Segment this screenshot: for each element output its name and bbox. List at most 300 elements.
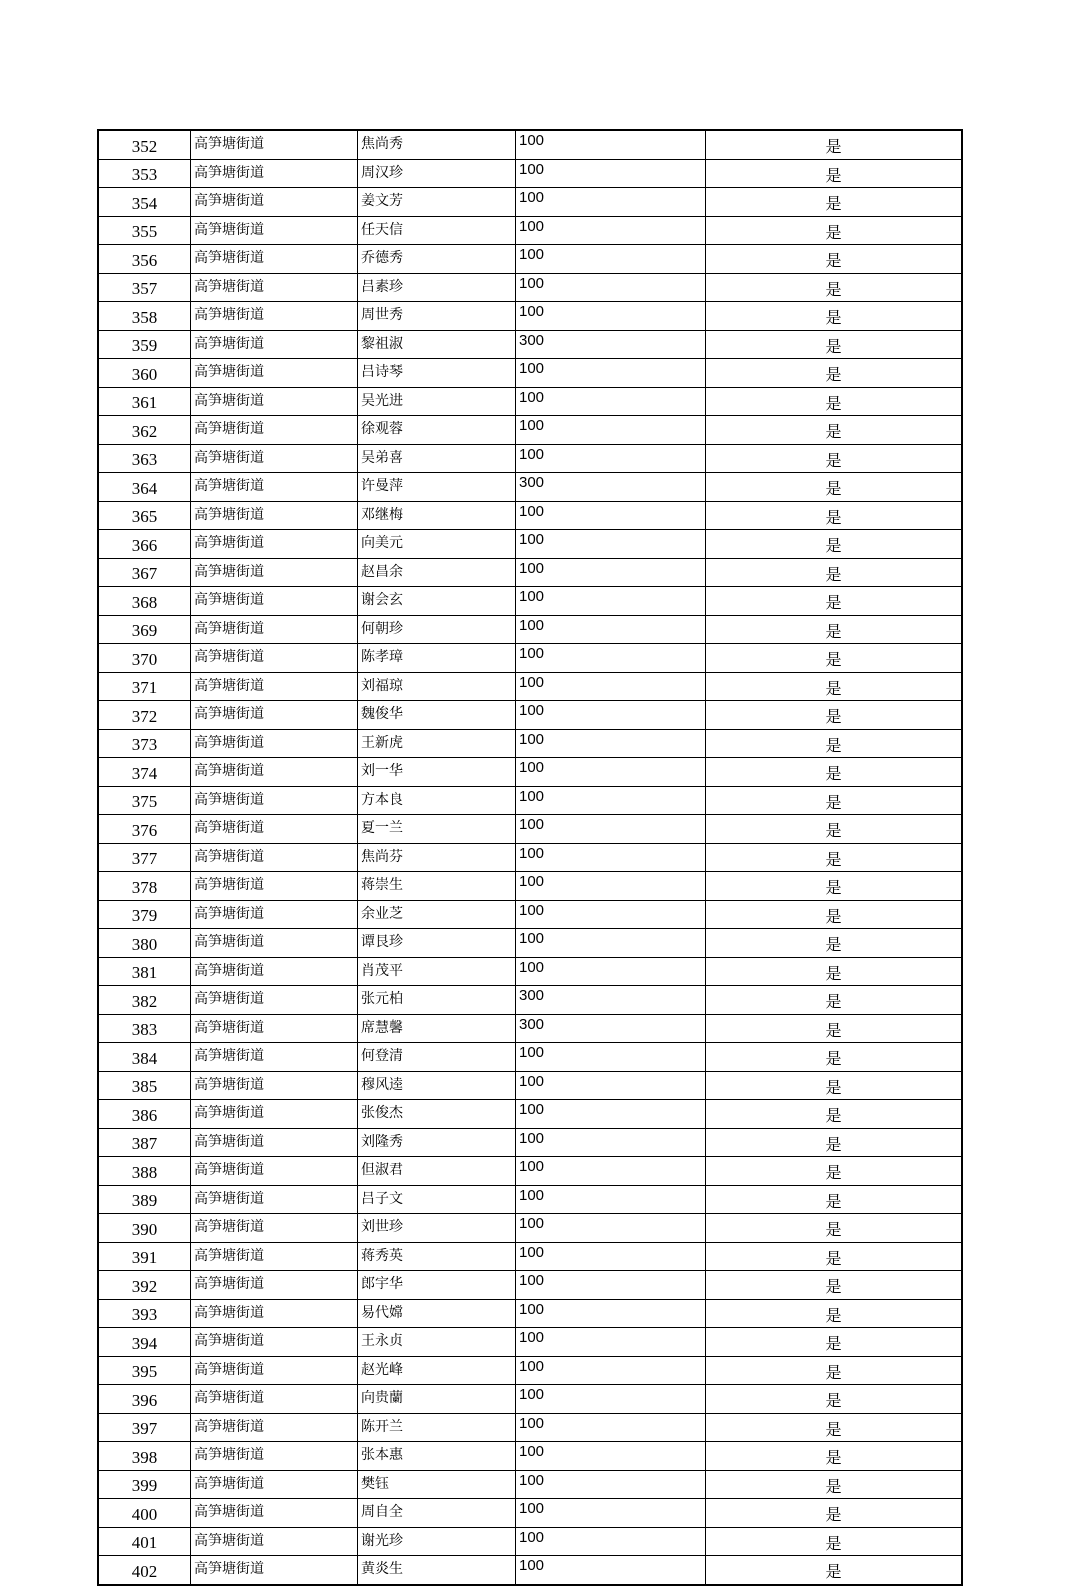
amount-cell: 100 (516, 843, 706, 872)
table-row (98, 786, 962, 815)
table-row (98, 1527, 962, 1556)
amount-cell: 100 (516, 929, 706, 958)
status-cell: 是 (706, 245, 963, 274)
amount-cell: 100 (516, 530, 706, 559)
table-row (98, 1014, 962, 1043)
street-cell: 高笋塘街道 (191, 1157, 358, 1186)
status-cell: 是 (706, 672, 963, 701)
street-cell: 高笋塘街道 (191, 1442, 358, 1471)
status-cell: 是 (706, 900, 963, 929)
name-cell: 王永贞 (358, 1328, 516, 1357)
status-cell: 是 (706, 558, 963, 587)
row-number-cell: 370 (98, 644, 191, 673)
name-cell: 张本惠 (358, 1442, 516, 1471)
row-number-cell: 356 (98, 245, 191, 274)
table-row (98, 444, 962, 473)
street-cell: 高笋塘街道 (191, 188, 358, 217)
status-cell: 是 (706, 1242, 963, 1271)
row-number-cell: 358 (98, 302, 191, 331)
row-number-cell: 386 (98, 1100, 191, 1129)
row-number-cell: 375 (98, 786, 191, 815)
amount-cell: 300 (516, 986, 706, 1015)
row-number-cell: 399 (98, 1470, 191, 1499)
amount-cell: 100 (516, 501, 706, 530)
status-cell: 是 (706, 1299, 963, 1328)
amount-cell: 100 (516, 900, 706, 929)
amount-cell: 100 (516, 672, 706, 701)
status-cell: 是 (706, 872, 963, 901)
street-cell: 高笋塘街道 (191, 416, 358, 445)
street-cell: 高笋塘街道 (191, 558, 358, 587)
table-row (98, 501, 962, 530)
name-cell: 周世秀 (358, 302, 516, 331)
status-cell: 是 (706, 929, 963, 958)
name-cell: 肖茂平 (358, 957, 516, 986)
table-row (98, 1499, 962, 1528)
status-cell: 是 (706, 843, 963, 872)
status-cell: 是 (706, 1043, 963, 1072)
amount-cell: 100 (516, 245, 706, 274)
street-cell: 高笋塘街道 (191, 729, 358, 758)
amount-cell: 100 (516, 1185, 706, 1214)
status-cell: 是 (706, 986, 963, 1015)
table-row (98, 1185, 962, 1214)
street-cell: 高笋塘街道 (191, 815, 358, 844)
row-number-cell: 385 (98, 1071, 191, 1100)
table-row (98, 330, 962, 359)
row-number-cell: 395 (98, 1356, 191, 1385)
row-number-cell: 398 (98, 1442, 191, 1471)
status-cell: 是 (706, 530, 963, 559)
table-body (98, 130, 962, 1585)
row-number-cell: 402 (98, 1556, 191, 1585)
data-table (97, 129, 963, 1586)
name-cell: 徐观蓉 (358, 416, 516, 445)
street-cell: 高笋塘街道 (191, 1356, 358, 1385)
name-cell: 穆风逵 (358, 1071, 516, 1100)
name-cell: 王新虎 (358, 729, 516, 758)
street-cell: 高笋塘街道 (191, 1527, 358, 1556)
name-cell: 吴弟喜 (358, 444, 516, 473)
name-cell: 周自全 (358, 1499, 516, 1528)
status-cell: 是 (706, 1470, 963, 1499)
name-cell: 樊钰 (358, 1470, 516, 1499)
table-row (98, 986, 962, 1015)
amount-cell: 100 (516, 1556, 706, 1585)
table-row (98, 473, 962, 502)
amount-cell: 100 (516, 1043, 706, 1072)
table-row (98, 1043, 962, 1072)
name-cell: 黄炎生 (358, 1556, 516, 1585)
row-number-cell: 360 (98, 359, 191, 388)
table-row (98, 701, 962, 730)
street-cell: 高笋塘街道 (191, 387, 358, 416)
amount-cell: 100 (516, 1157, 706, 1186)
amount-cell: 100 (516, 273, 706, 302)
street-cell: 高笋塘街道 (191, 900, 358, 929)
status-cell: 是 (706, 1527, 963, 1556)
street-cell: 高笋塘街道 (191, 986, 358, 1015)
status-cell: 是 (706, 1499, 963, 1528)
row-number-cell: 377 (98, 843, 191, 872)
street-cell: 高笋塘街道 (191, 130, 358, 159)
street-cell: 高笋塘街道 (191, 615, 358, 644)
name-cell: 向贵蘭 (358, 1385, 516, 1414)
amount-cell: 100 (516, 216, 706, 245)
row-number-cell: 352 (98, 130, 191, 159)
name-cell: 易代嫦 (358, 1299, 516, 1328)
table-row (98, 900, 962, 929)
table-row (98, 587, 962, 616)
name-cell: 许曼萍 (358, 473, 516, 502)
name-cell: 吕素珍 (358, 273, 516, 302)
status-cell: 是 (706, 273, 963, 302)
street-cell: 高笋塘街道 (191, 1128, 358, 1157)
table-row (98, 1299, 962, 1328)
table-row (98, 729, 962, 758)
street-cell: 高笋塘街道 (191, 758, 358, 787)
amount-cell: 300 (516, 473, 706, 502)
status-cell: 是 (706, 130, 963, 159)
row-number-cell: 388 (98, 1157, 191, 1186)
street-cell: 高笋塘街道 (191, 644, 358, 673)
name-cell: 刘隆秀 (358, 1128, 516, 1157)
status-cell: 是 (706, 188, 963, 217)
table-row (98, 644, 962, 673)
row-number-cell: 374 (98, 758, 191, 787)
street-cell: 高笋塘街道 (191, 957, 358, 986)
status-cell: 是 (706, 1442, 963, 1471)
amount-cell: 100 (516, 359, 706, 388)
table-row (98, 273, 962, 302)
row-number-cell: 368 (98, 587, 191, 616)
name-cell: 陈开兰 (358, 1413, 516, 1442)
table-row (98, 1442, 962, 1471)
amount-cell: 100 (516, 130, 706, 159)
amount-cell: 100 (516, 729, 706, 758)
name-cell: 何登清 (358, 1043, 516, 1072)
street-cell: 高笋塘街道 (191, 872, 358, 901)
street-cell: 高笋塘街道 (191, 359, 358, 388)
amount-cell: 100 (516, 587, 706, 616)
amount-cell: 100 (516, 444, 706, 473)
amount-cell: 100 (516, 188, 706, 217)
row-number-cell: 380 (98, 929, 191, 958)
name-cell: 向美元 (358, 530, 516, 559)
amount-cell: 100 (516, 701, 706, 730)
name-cell: 任天信 (358, 216, 516, 245)
status-cell: 是 (706, 1328, 963, 1357)
status-cell: 是 (706, 1071, 963, 1100)
street-cell: 高笋塘街道 (191, 1299, 358, 1328)
name-cell: 谢会玄 (358, 587, 516, 616)
name-cell: 焦尚芬 (358, 843, 516, 872)
status-cell: 是 (706, 1185, 963, 1214)
status-cell: 是 (706, 701, 963, 730)
row-number-cell: 389 (98, 1185, 191, 1214)
table-row (98, 1157, 962, 1186)
name-cell: 焦尚秀 (358, 130, 516, 159)
table-row (98, 957, 962, 986)
table-row (98, 387, 962, 416)
status-cell: 是 (706, 330, 963, 359)
amount-cell: 100 (516, 1385, 706, 1414)
table-row (98, 416, 962, 445)
row-number-cell: 355 (98, 216, 191, 245)
table-row (98, 929, 962, 958)
street-cell: 高笋塘街道 (191, 1556, 358, 1585)
table-row (98, 1328, 962, 1357)
street-cell: 高笋塘街道 (191, 1043, 358, 1072)
table-row (98, 1214, 962, 1243)
name-cell: 赵光峰 (358, 1356, 516, 1385)
name-cell: 陈孝璋 (358, 644, 516, 673)
row-number-cell: 401 (98, 1527, 191, 1556)
street-cell: 高笋塘街道 (191, 1413, 358, 1442)
row-number-cell: 393 (98, 1299, 191, 1328)
status-cell: 是 (706, 1157, 963, 1186)
row-number-cell: 383 (98, 1014, 191, 1043)
name-cell: 张元柏 (358, 986, 516, 1015)
amount-cell: 100 (516, 644, 706, 673)
street-cell: 高笋塘街道 (191, 1385, 358, 1414)
amount-cell: 100 (516, 1442, 706, 1471)
status-cell: 是 (706, 815, 963, 844)
amount-cell: 100 (516, 1071, 706, 1100)
table-row (98, 1271, 962, 1300)
status-cell: 是 (706, 615, 963, 644)
table-row (98, 302, 962, 331)
status-cell: 是 (706, 444, 963, 473)
name-cell: 周汉珍 (358, 159, 516, 188)
name-cell: 谭艮珍 (358, 929, 516, 958)
street-cell: 高笋塘街道 (191, 843, 358, 872)
table-row (98, 1071, 962, 1100)
amount-cell: 100 (516, 957, 706, 986)
name-cell: 蒋秀英 (358, 1242, 516, 1271)
row-number-cell: 387 (98, 1128, 191, 1157)
name-cell: 邓继梅 (358, 501, 516, 530)
table-row (98, 130, 962, 159)
street-cell: 高笋塘街道 (191, 786, 358, 815)
status-cell: 是 (706, 387, 963, 416)
table-row (98, 1556, 962, 1585)
amount-cell: 100 (516, 558, 706, 587)
name-cell: 何朝珍 (358, 615, 516, 644)
amount-cell: 100 (516, 1299, 706, 1328)
street-cell: 高笋塘街道 (191, 1214, 358, 1243)
name-cell: 吕诗琴 (358, 359, 516, 388)
amount-cell: 100 (516, 1470, 706, 1499)
street-cell: 高笋塘街道 (191, 444, 358, 473)
row-number-cell: 372 (98, 701, 191, 730)
name-cell: 张俊杰 (358, 1100, 516, 1129)
table-row (98, 1470, 962, 1499)
status-cell: 是 (706, 1271, 963, 1300)
street-cell: 高笋塘街道 (191, 1470, 358, 1499)
status-cell: 是 (706, 644, 963, 673)
row-number-cell: 357 (98, 273, 191, 302)
status-cell: 是 (706, 1413, 963, 1442)
name-cell: 赵昌余 (358, 558, 516, 587)
row-number-cell: 354 (98, 188, 191, 217)
street-cell: 高笋塘街道 (191, 1328, 358, 1357)
name-cell: 夏一兰 (358, 815, 516, 844)
name-cell: 吕子文 (358, 1185, 516, 1214)
name-cell: 郎宇华 (358, 1271, 516, 1300)
street-cell: 高笋塘街道 (191, 1071, 358, 1100)
row-number-cell: 366 (98, 530, 191, 559)
name-cell: 但淑君 (358, 1157, 516, 1186)
table-row (98, 1356, 962, 1385)
row-number-cell: 369 (98, 615, 191, 644)
name-cell: 方本良 (358, 786, 516, 815)
amount-cell: 100 (516, 1271, 706, 1300)
amount-cell: 100 (516, 1242, 706, 1271)
table-row (98, 188, 962, 217)
street-cell: 高笋塘街道 (191, 216, 358, 245)
row-number-cell: 371 (98, 672, 191, 701)
amount-cell: 100 (516, 1499, 706, 1528)
status-cell: 是 (706, 758, 963, 787)
street-cell: 高笋塘街道 (191, 501, 358, 530)
table-row (98, 1242, 962, 1271)
amount-cell: 100 (516, 387, 706, 416)
row-number-cell: 379 (98, 900, 191, 929)
status-cell: 是 (706, 1128, 963, 1157)
status-cell: 是 (706, 587, 963, 616)
street-cell: 高笋塘街道 (191, 1242, 358, 1271)
amount-cell: 100 (516, 786, 706, 815)
table-row (98, 843, 962, 872)
row-number-cell: 353 (98, 159, 191, 188)
name-cell: 蒋崇生 (358, 872, 516, 901)
name-cell: 席慧馨 (358, 1014, 516, 1043)
street-cell: 高笋塘街道 (191, 159, 358, 188)
name-cell: 谢光珍 (358, 1527, 516, 1556)
street-cell: 高笋塘街道 (191, 1499, 358, 1528)
name-cell: 黎祖淑 (358, 330, 516, 359)
name-cell: 刘福琼 (358, 672, 516, 701)
status-cell: 是 (706, 216, 963, 245)
status-cell: 是 (706, 1556, 963, 1585)
street-cell: 高笋塘街道 (191, 330, 358, 359)
name-cell: 吴光进 (358, 387, 516, 416)
name-cell: 刘世珍 (358, 1214, 516, 1243)
row-number-cell: 381 (98, 957, 191, 986)
amount-cell: 100 (516, 1100, 706, 1129)
amount-cell: 100 (516, 1527, 706, 1556)
table-row (98, 615, 962, 644)
status-cell: 是 (706, 159, 963, 188)
row-number-cell: 391 (98, 1242, 191, 1271)
status-cell: 是 (706, 416, 963, 445)
row-number-cell: 359 (98, 330, 191, 359)
street-cell: 高笋塘街道 (191, 473, 358, 502)
table-row (98, 216, 962, 245)
row-number-cell: 396 (98, 1385, 191, 1414)
amount-cell: 100 (516, 815, 706, 844)
name-cell: 魏俊华 (358, 701, 516, 730)
status-cell: 是 (706, 1100, 963, 1129)
table-row (98, 672, 962, 701)
street-cell: 高笋塘街道 (191, 530, 358, 559)
street-cell: 高笋塘街道 (191, 273, 358, 302)
row-number-cell: 361 (98, 387, 191, 416)
status-cell: 是 (706, 1385, 963, 1414)
amount-cell: 300 (516, 1014, 706, 1043)
name-cell: 刘一华 (358, 758, 516, 787)
table-row (98, 1413, 962, 1442)
street-cell: 高笋塘街道 (191, 1185, 358, 1214)
status-cell: 是 (706, 1214, 963, 1243)
amount-cell: 100 (516, 1328, 706, 1357)
name-cell: 余业芝 (358, 900, 516, 929)
status-cell: 是 (706, 957, 963, 986)
table-row (98, 872, 962, 901)
amount-cell: 100 (516, 1356, 706, 1385)
table-row (98, 815, 962, 844)
street-cell: 高笋塘街道 (191, 701, 358, 730)
status-cell: 是 (706, 501, 963, 530)
street-cell: 高笋塘街道 (191, 1271, 358, 1300)
name-cell: 乔德秀 (358, 245, 516, 274)
amount-cell: 100 (516, 416, 706, 445)
street-cell: 高笋塘街道 (191, 1014, 358, 1043)
row-number-cell: 362 (98, 416, 191, 445)
status-cell: 是 (706, 359, 963, 388)
street-cell: 高笋塘街道 (191, 672, 358, 701)
name-cell: 姜文芳 (358, 188, 516, 217)
status-cell: 是 (706, 786, 963, 815)
amount-cell: 300 (516, 330, 706, 359)
amount-cell: 100 (516, 1128, 706, 1157)
status-cell: 是 (706, 1356, 963, 1385)
status-cell: 是 (706, 1014, 963, 1043)
row-number-cell: 382 (98, 986, 191, 1015)
status-cell: 是 (706, 302, 963, 331)
table-row (98, 359, 962, 388)
table-row (98, 530, 962, 559)
table-row (98, 1128, 962, 1157)
amount-cell: 100 (516, 1413, 706, 1442)
amount-cell: 100 (516, 302, 706, 331)
row-number-cell: 363 (98, 444, 191, 473)
row-number-cell: 373 (98, 729, 191, 758)
street-cell: 高笋塘街道 (191, 1100, 358, 1129)
table-row (98, 245, 962, 274)
row-number-cell: 394 (98, 1328, 191, 1357)
row-number-cell: 400 (98, 1499, 191, 1528)
status-cell: 是 (706, 473, 963, 502)
row-number-cell: 384 (98, 1043, 191, 1072)
row-number-cell: 390 (98, 1214, 191, 1243)
row-number-cell: 365 (98, 501, 191, 530)
table-row (98, 558, 962, 587)
row-number-cell: 378 (98, 872, 191, 901)
street-cell: 高笋塘街道 (191, 929, 358, 958)
row-number-cell: 397 (98, 1413, 191, 1442)
street-cell: 高笋塘街道 (191, 587, 358, 616)
table-row (98, 758, 962, 787)
row-number-cell: 367 (98, 558, 191, 587)
row-number-cell: 376 (98, 815, 191, 844)
street-cell: 高笋塘街道 (191, 302, 358, 331)
amount-cell: 100 (516, 615, 706, 644)
table-row (98, 1100, 962, 1129)
row-number-cell: 392 (98, 1271, 191, 1300)
table-row (98, 1385, 962, 1414)
